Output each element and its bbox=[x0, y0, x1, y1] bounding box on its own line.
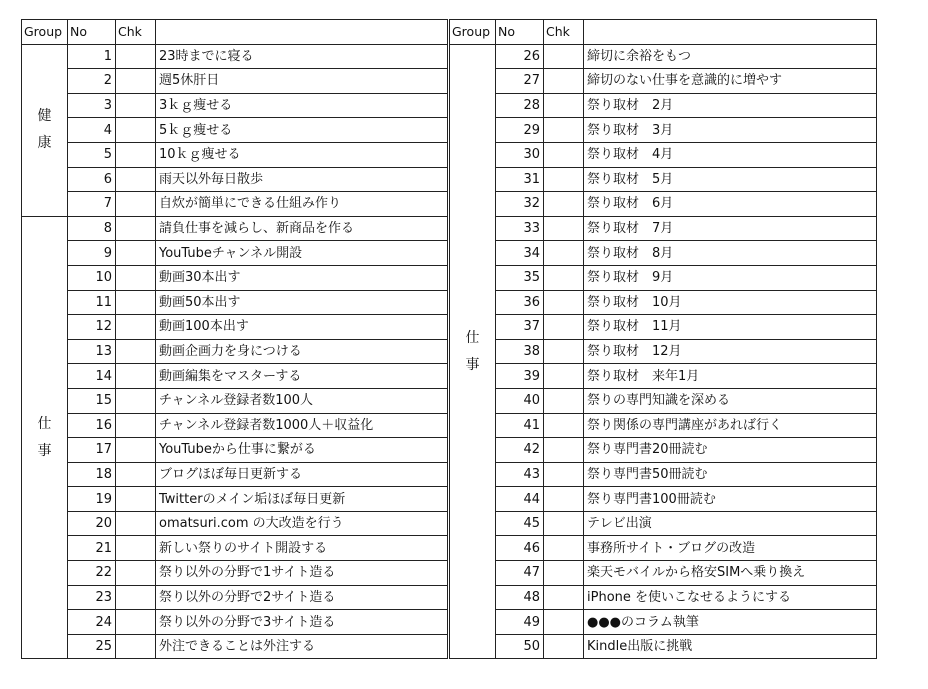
check-cell[interactable] bbox=[116, 69, 156, 94]
table-row bbox=[22, 413, 448, 438]
task-cell: 祭り取材 3月 bbox=[584, 118, 877, 143]
header-task bbox=[584, 20, 877, 45]
table-row bbox=[22, 561, 448, 586]
check-cell[interactable] bbox=[116, 634, 156, 659]
table-row bbox=[450, 585, 877, 610]
task-cell: 祭り専門書50冊読む bbox=[584, 462, 877, 487]
table-row bbox=[450, 413, 877, 438]
row-number: 25 bbox=[68, 634, 116, 659]
check-cell[interactable] bbox=[116, 364, 156, 389]
check-cell[interactable] bbox=[544, 315, 584, 340]
check-cell[interactable] bbox=[116, 167, 156, 192]
check-cell[interactable] bbox=[544, 192, 584, 217]
check-cell[interactable] bbox=[544, 413, 584, 438]
row-number: 27 bbox=[496, 69, 544, 94]
task-cell: 週5休肝日 bbox=[156, 69, 448, 94]
check-cell[interactable] bbox=[544, 93, 584, 118]
row-number: 11 bbox=[68, 290, 116, 315]
table-row bbox=[450, 315, 877, 340]
task-cell: 祭り以外の分野で1サイト造る bbox=[156, 561, 448, 586]
check-cell[interactable] bbox=[544, 44, 584, 69]
row-number: 37 bbox=[496, 315, 544, 340]
task-cell: 祭り取材 来年1月 bbox=[584, 364, 877, 389]
row-number: 30 bbox=[496, 142, 544, 167]
table-row bbox=[450, 339, 877, 364]
row-number: 4 bbox=[68, 118, 116, 143]
row-number: 31 bbox=[496, 167, 544, 192]
row-number: 40 bbox=[496, 388, 544, 413]
group-label-char: 仕 bbox=[37, 415, 52, 432]
group-cell bbox=[450, 44, 496, 659]
check-cell[interactable] bbox=[116, 388, 156, 413]
check-cell[interactable] bbox=[544, 69, 584, 94]
check-cell[interactable] bbox=[116, 118, 156, 143]
row-number: 39 bbox=[496, 364, 544, 389]
task-cell: 祭り専門書20冊読む bbox=[584, 438, 877, 463]
goal-table-right bbox=[449, 19, 877, 659]
table-row bbox=[22, 241, 448, 266]
task-cell: YouTubeチャンネル開設 bbox=[156, 241, 448, 266]
task-cell: 10ｋｇ痩せる bbox=[156, 142, 448, 167]
row-number: 26 bbox=[496, 44, 544, 69]
table-row bbox=[450, 634, 877, 659]
task-cell: 新しい祭りのサイト開設する bbox=[156, 536, 448, 561]
task-cell: 請負仕事を減らし、新商品を作る bbox=[156, 216, 448, 241]
row-number: 41 bbox=[496, 413, 544, 438]
row-number: 1 bbox=[68, 44, 116, 69]
check-cell[interactable] bbox=[116, 265, 156, 290]
task-cell: iPhone を使いこなせるようにする bbox=[584, 585, 877, 610]
table-row bbox=[450, 511, 877, 536]
table-row bbox=[22, 438, 448, 463]
task-cell: テレビ出演 bbox=[584, 511, 877, 536]
check-cell[interactable] bbox=[544, 585, 584, 610]
task-cell: 祭り取材 8月 bbox=[584, 241, 877, 266]
row-number: 20 bbox=[68, 511, 116, 536]
row-number: 3 bbox=[68, 93, 116, 118]
task-cell: omatsuri.com の大改造を行う bbox=[156, 511, 448, 536]
check-cell[interactable] bbox=[116, 216, 156, 241]
table-row bbox=[450, 93, 877, 118]
row-number: 18 bbox=[68, 462, 116, 487]
check-cell[interactable] bbox=[544, 511, 584, 536]
check-cell[interactable] bbox=[544, 265, 584, 290]
row-number: 32 bbox=[496, 192, 544, 217]
header-chk: Chk bbox=[116, 20, 156, 45]
check-cell[interactable] bbox=[544, 339, 584, 364]
task-cell: 23時までに寝る bbox=[156, 44, 448, 69]
group-cell bbox=[22, 216, 68, 659]
table-row bbox=[450, 167, 877, 192]
check-cell[interactable] bbox=[116, 462, 156, 487]
row-number: 2 bbox=[68, 69, 116, 94]
table-row bbox=[450, 561, 877, 586]
check-cell[interactable] bbox=[544, 388, 584, 413]
group-label-char: 事 bbox=[465, 356, 480, 373]
row-number: 7 bbox=[68, 192, 116, 217]
row-number: 23 bbox=[68, 585, 116, 610]
group-cell bbox=[22, 44, 68, 216]
check-cell[interactable] bbox=[544, 364, 584, 389]
table-row bbox=[22, 536, 448, 561]
table-row bbox=[450, 69, 877, 94]
row-number: 14 bbox=[68, 364, 116, 389]
check-cell[interactable] bbox=[116, 413, 156, 438]
table-row bbox=[22, 315, 448, 340]
table-row bbox=[450, 388, 877, 413]
check-cell[interactable] bbox=[116, 142, 156, 167]
check-cell[interactable] bbox=[544, 561, 584, 586]
table-row bbox=[22, 585, 448, 610]
check-cell[interactable] bbox=[544, 290, 584, 315]
row-number: 42 bbox=[496, 438, 544, 463]
task-cell: 祭り取材 9月 bbox=[584, 265, 877, 290]
row-number: 50 bbox=[496, 634, 544, 659]
check-cell[interactable] bbox=[544, 462, 584, 487]
table-row bbox=[450, 290, 877, 315]
check-cell[interactable] bbox=[116, 241, 156, 266]
task-cell: 祭り関係の専門講座があれば行く bbox=[584, 413, 877, 438]
table-row bbox=[22, 610, 448, 635]
task-cell: 動画編集をマスターする bbox=[156, 364, 448, 389]
task-cell: 祭り取材 11月 bbox=[584, 315, 877, 340]
row-number: 36 bbox=[496, 290, 544, 315]
table-row bbox=[450, 610, 877, 635]
task-cell: 締切のない仕事を意識的に増やす bbox=[584, 69, 877, 94]
check-cell[interactable] bbox=[116, 290, 156, 315]
row-number: 44 bbox=[496, 487, 544, 512]
task-cell: チャンネル登録者数1000人＋収益化 bbox=[156, 413, 448, 438]
task-cell: 祭り取材 2月 bbox=[584, 93, 877, 118]
row-number: 49 bbox=[496, 610, 544, 635]
check-cell[interactable] bbox=[544, 438, 584, 463]
row-number: 8 bbox=[68, 216, 116, 241]
check-cell[interactable] bbox=[544, 142, 584, 167]
check-cell[interactable] bbox=[116, 585, 156, 610]
row-number: 6 bbox=[68, 167, 116, 192]
table-row bbox=[22, 487, 448, 512]
task-cell: 楽天モバイルから格安SIMへ乗り換え bbox=[584, 561, 877, 586]
task-cell: Kindle出版に挑戦 bbox=[584, 634, 877, 659]
group-label-char: 健 bbox=[37, 108, 52, 125]
check-cell[interactable] bbox=[116, 561, 156, 586]
task-cell: 外注できることは外注する bbox=[156, 634, 448, 659]
task-cell: 祭り以外の分野で2サイト造る bbox=[156, 585, 448, 610]
group-label-char: 康 bbox=[37, 135, 52, 152]
check-cell[interactable] bbox=[544, 536, 584, 561]
check-cell[interactable] bbox=[544, 216, 584, 241]
table-row bbox=[22, 339, 448, 364]
task-cell: 祭り取材 12月 bbox=[584, 339, 877, 364]
table-row bbox=[22, 265, 448, 290]
task-cell: ブログほぼ毎日更新する bbox=[156, 462, 448, 487]
task-cell: 祭り専門書100冊読む bbox=[584, 487, 877, 512]
task-cell: 動画50本出す bbox=[156, 290, 448, 315]
header-no: No bbox=[68, 20, 116, 45]
check-cell[interactable] bbox=[116, 610, 156, 635]
table-row bbox=[22, 462, 448, 487]
task-cell: チャンネル登録者数100人 bbox=[156, 388, 448, 413]
row-number: 45 bbox=[496, 511, 544, 536]
group-label-char: 仕 bbox=[465, 329, 480, 346]
header-no: No bbox=[496, 20, 544, 45]
check-cell[interactable] bbox=[544, 634, 584, 659]
table-row bbox=[22, 167, 448, 192]
row-number: 13 bbox=[68, 339, 116, 364]
header-task bbox=[156, 20, 448, 45]
row-number: 35 bbox=[496, 265, 544, 290]
check-cell[interactable] bbox=[544, 610, 584, 635]
check-cell[interactable] bbox=[116, 438, 156, 463]
task-cell: 祭り取材 6月 bbox=[584, 192, 877, 217]
task-cell: Twitterのメイン垢ほぼ毎日更新 bbox=[156, 487, 448, 512]
check-cell[interactable] bbox=[116, 93, 156, 118]
header-group: Group bbox=[22, 20, 68, 45]
task-cell: 祭り取材 5月 bbox=[584, 167, 877, 192]
task-cell: YouTubeから仕事に繋がる bbox=[156, 438, 448, 463]
row-number: 15 bbox=[68, 388, 116, 413]
check-cell[interactable] bbox=[544, 241, 584, 266]
header-row bbox=[450, 20, 877, 45]
table-row bbox=[450, 487, 877, 512]
row-number: 24 bbox=[68, 610, 116, 635]
table-row bbox=[450, 192, 877, 217]
task-cell: 祭りの専門知識を深める bbox=[584, 388, 877, 413]
table-row bbox=[22, 634, 448, 659]
table-row bbox=[22, 216, 448, 241]
table-row bbox=[450, 265, 877, 290]
task-cell: 祭り取材 10月 bbox=[584, 290, 877, 315]
table-row bbox=[450, 142, 877, 167]
task-cell: 動画企画力を身につける bbox=[156, 339, 448, 364]
task-cell: 動画100本出す bbox=[156, 315, 448, 340]
table-row bbox=[22, 388, 448, 413]
table-row bbox=[450, 241, 877, 266]
row-number: 29 bbox=[496, 118, 544, 143]
task-cell: 事務所サイト・ブログの改造 bbox=[584, 536, 877, 561]
table-row bbox=[22, 511, 448, 536]
row-number: 22 bbox=[68, 561, 116, 586]
row-number: 34 bbox=[496, 241, 544, 266]
group-label-char: 事 bbox=[37, 442, 52, 459]
table-row bbox=[22, 93, 448, 118]
check-cell[interactable] bbox=[116, 339, 156, 364]
table-row bbox=[450, 44, 877, 69]
table-row bbox=[22, 69, 448, 94]
task-cell: 締切に余裕をもつ bbox=[584, 44, 877, 69]
task-cell: 雨天以外毎日散歩 bbox=[156, 167, 448, 192]
table-row bbox=[450, 364, 877, 389]
table-row bbox=[22, 118, 448, 143]
row-number: 28 bbox=[496, 93, 544, 118]
row-number: 43 bbox=[496, 462, 544, 487]
table-row bbox=[450, 462, 877, 487]
row-number: 5 bbox=[68, 142, 116, 167]
row-number: 19 bbox=[68, 487, 116, 512]
table-row bbox=[22, 142, 448, 167]
row-number: 9 bbox=[68, 241, 116, 266]
header-group: Group bbox=[450, 20, 496, 45]
table-row bbox=[22, 44, 448, 69]
row-number: 10 bbox=[68, 265, 116, 290]
task-cell: 自炊が簡単にできる仕組み作り bbox=[156, 192, 448, 217]
task-cell: 祭り取材 7月 bbox=[584, 216, 877, 241]
task-cell: 3ｋｇ痩せる bbox=[156, 93, 448, 118]
row-number: 33 bbox=[496, 216, 544, 241]
task-cell: ●●●のコラム執筆 bbox=[584, 610, 877, 635]
check-cell[interactable] bbox=[116, 315, 156, 340]
check-cell[interactable] bbox=[116, 192, 156, 217]
task-cell: 祭り以外の分野で3サイト造る bbox=[156, 610, 448, 635]
row-number: 46 bbox=[496, 536, 544, 561]
goal-table-left bbox=[21, 19, 448, 659]
table-row bbox=[450, 216, 877, 241]
table-row bbox=[450, 438, 877, 463]
check-cell[interactable] bbox=[116, 511, 156, 536]
row-number: 48 bbox=[496, 585, 544, 610]
table-row bbox=[22, 290, 448, 315]
check-cell[interactable] bbox=[544, 167, 584, 192]
row-number: 21 bbox=[68, 536, 116, 561]
check-cell[interactable] bbox=[544, 487, 584, 512]
row-number: 16 bbox=[68, 413, 116, 438]
header-chk: Chk bbox=[544, 20, 584, 45]
task-cell: 5ｋｇ痩せる bbox=[156, 118, 448, 143]
table-row bbox=[22, 364, 448, 389]
table-row bbox=[450, 536, 877, 561]
check-cell[interactable] bbox=[116, 487, 156, 512]
row-number: 17 bbox=[68, 438, 116, 463]
row-number: 12 bbox=[68, 315, 116, 340]
row-number: 38 bbox=[496, 339, 544, 364]
check-cell[interactable] bbox=[116, 536, 156, 561]
table-row bbox=[450, 118, 877, 143]
task-cell: 祭り取材 4月 bbox=[584, 142, 877, 167]
header-row bbox=[22, 20, 448, 45]
task-cell: 動画30本出す bbox=[156, 265, 448, 290]
check-cell[interactable] bbox=[116, 44, 156, 69]
row-number: 47 bbox=[496, 561, 544, 586]
table-row bbox=[22, 192, 448, 217]
check-cell[interactable] bbox=[544, 118, 584, 143]
